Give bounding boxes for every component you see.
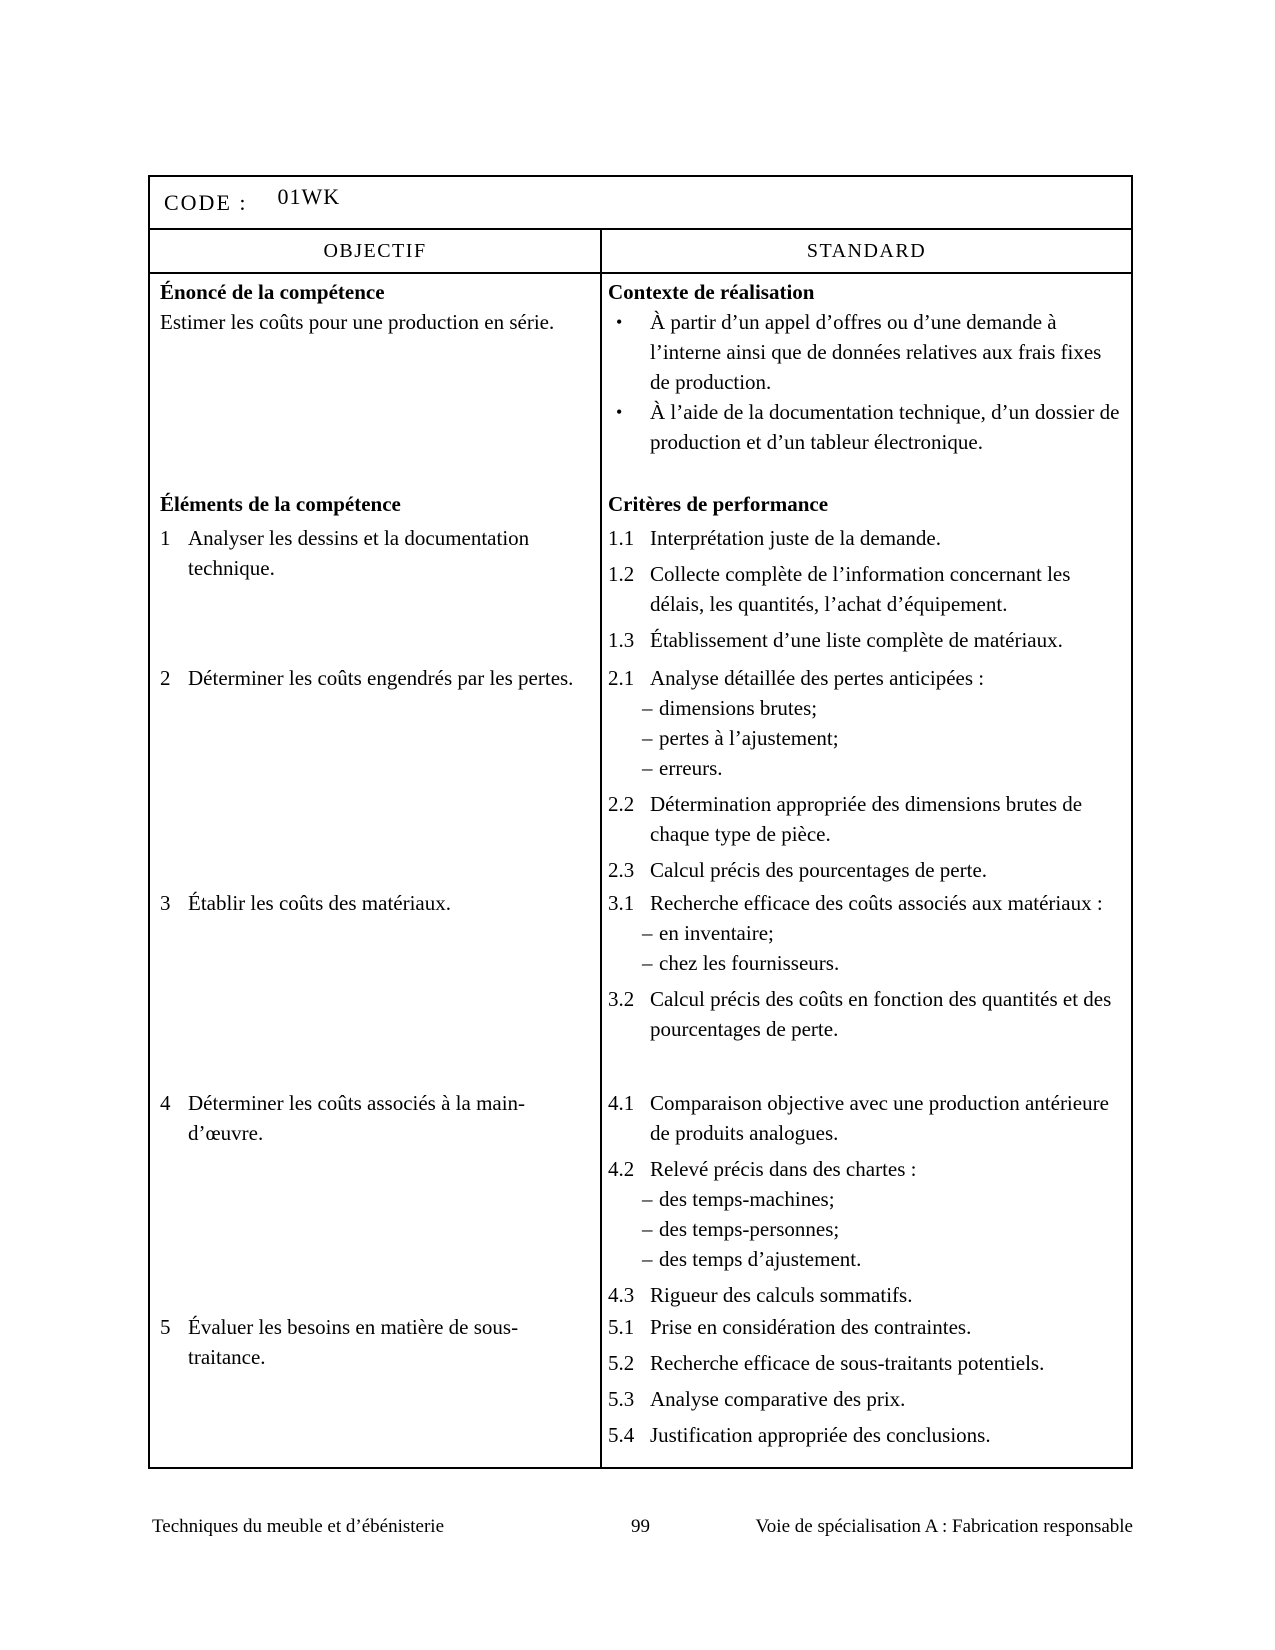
footer-section-title: Voie de spécialisation A : Fabrication responsable	[755, 1516, 1133, 1537]
criterion-number: 1.1	[608, 526, 635, 550]
element-item-5	[160, 1312, 576, 1372]
criterion-text: Interprétation juste de la demande.	[650, 526, 941, 550]
criterion-text: Analyse comparative des prix.	[650, 1387, 906, 1411]
dash-text: des temps-personnes;	[659, 1217, 840, 1241]
criterion-number: 2.1	[608, 666, 635, 690]
contexte-cell	[602, 274, 1131, 486]
code-label: CODE :	[164, 189, 248, 215]
enonce-text: Estimer les coûts pour une production en série.	[160, 310, 555, 334]
element-item-1	[160, 523, 576, 583]
criterion-text: Collecte complète de l’information concernant les délais, les quantités, l’achat d’équipement.	[650, 562, 1071, 616]
criterion-number: 2.3	[608, 858, 635, 882]
column-headers-row	[150, 230, 1131, 274]
dash-marker: –	[642, 1247, 653, 1271]
dash-item	[642, 1184, 1125, 1214]
criteres-heading-cell	[602, 486, 1131, 520]
page-footer	[148, 1516, 1133, 1546]
criterion-1-3	[608, 625, 1125, 655]
intro-row	[150, 274, 1131, 486]
criterion-text: Établissement d’une liste complète de matériaux.	[650, 628, 1063, 652]
dash-text: chez les fournisseurs.	[659, 951, 840, 975]
contexte-bullet-text: À l’aide de la documentation technique, d’un dossier de production et d’un tableur électronique.	[650, 400, 1120, 454]
contexte-bullet-text: À partir d’un appel d’offres ou d’une demande à l’interne ainsi que de données relatives aux frais fixes de production.	[650, 310, 1102, 394]
criterion-number: 5.3	[608, 1387, 635, 1411]
criterion-text: Comparaison objective avec une production antérieure de produits analogues.	[650, 1091, 1109, 1145]
criterion-number: 3.1	[608, 891, 635, 915]
dash-marker: –	[642, 696, 653, 720]
dash-item	[642, 1214, 1125, 1244]
element-item-3	[160, 888, 576, 918]
criterion-number: 5.1	[608, 1315, 635, 1339]
criterion-number: 4.2	[608, 1157, 635, 1181]
element-item-2	[160, 663, 576, 693]
criteria-cell-4	[602, 1085, 1131, 1309]
section-row-4	[150, 1085, 1131, 1309]
criterion-text: Calcul précis des pourcentages de perte.	[650, 858, 988, 882]
criterion-text: Calcul précis des coûts en fonction des quantités et des pourcentages de perte.	[650, 987, 1112, 1041]
criterion-number: 4.3	[608, 1283, 635, 1307]
dash-marker: –	[642, 1187, 653, 1211]
criterion-number: 3.2	[608, 987, 635, 1011]
dash-item	[642, 723, 1125, 753]
contexte-bullet-2	[608, 397, 1125, 457]
criteria-cell-1	[602, 520, 1131, 660]
dash-text: des temps d’ajustement.	[659, 1247, 862, 1271]
dash-item	[642, 693, 1125, 723]
dash-marker: –	[642, 921, 653, 945]
criteria-cell-2	[602, 660, 1131, 885]
dash-marker: –	[642, 951, 653, 975]
criterion-2-3	[608, 855, 1125, 885]
footer-program-title: Techniques du meuble et d’ébénisterie	[152, 1516, 445, 1537]
dash-marker: –	[642, 756, 653, 780]
criterion-number: 5.4	[608, 1423, 635, 1447]
objectif-column-header: OBJECTIF	[150, 230, 602, 272]
section-row-2	[150, 660, 1131, 885]
element-cell-1	[150, 520, 602, 660]
criterion-4-3	[608, 1280, 1125, 1310]
contexte-bullet-1	[608, 307, 1125, 397]
bullet-icon: •	[616, 402, 623, 422]
element-cell-2	[150, 660, 602, 885]
criterion-1-1	[608, 523, 1125, 553]
criterion-text: Analyse détaillée des pertes anticipées :	[650, 666, 985, 690]
subheadings-row	[150, 486, 1131, 520]
element-number: 4	[160, 1091, 171, 1115]
dash-text: pertes à l’ajustement;	[659, 726, 839, 750]
criterion-5-1	[608, 1312, 1125, 1342]
criterion-4-2	[608, 1154, 1125, 1274]
section-row-1	[150, 520, 1131, 660]
criterion-5-2	[608, 1348, 1125, 1378]
dash-marker: –	[642, 1217, 653, 1241]
element-number: 3	[160, 891, 171, 915]
element-text: Déterminer les coûts engendrés par les pertes.	[188, 666, 574, 690]
criterion-number: 2.2	[608, 792, 635, 816]
criterion-number: 5.2	[608, 1351, 635, 1375]
dash-item	[642, 918, 1125, 948]
criterion-text: Justification appropriée des conclusions.	[650, 1423, 991, 1447]
code-row	[150, 177, 1131, 230]
criterion-5-3	[608, 1384, 1125, 1414]
element-number: 1	[160, 526, 171, 550]
element-text: Établir les coûts des matériaux.	[188, 891, 452, 915]
element-item-4	[160, 1088, 576, 1148]
element-cell-4	[150, 1085, 602, 1309]
criterion-text: Relevé précis dans des chartes :	[650, 1157, 917, 1181]
criterion-3-1	[608, 888, 1125, 978]
elements-heading-cell	[150, 486, 602, 520]
bullet-icon: •	[616, 312, 623, 332]
criterion-number: 1.3	[608, 628, 635, 652]
criterion-text: Recherche efficace de sous-traitants potentiels.	[650, 1351, 1045, 1375]
dash-item	[642, 753, 1125, 783]
criteria-cell-5	[602, 1309, 1131, 1467]
dash-text: des temps-machines;	[659, 1187, 835, 1211]
contexte-heading: Contexte de réalisation	[608, 280, 815, 304]
elements-heading: Éléments de la compétence	[160, 492, 401, 516]
element-number: 5	[160, 1315, 171, 1339]
dash-marker: –	[642, 726, 653, 750]
enonce-heading: Énoncé de la compétence	[160, 280, 385, 304]
criterion-number: 4.1	[608, 1091, 635, 1115]
section-row-3	[150, 885, 1131, 1085]
element-number: 2	[160, 666, 171, 690]
criterion-4-1	[608, 1088, 1125, 1148]
criterion-text: Détermination appropriée des dimensions brutes de chaque type de pièce.	[650, 792, 1083, 846]
footer-page-number: 99	[631, 1516, 650, 1537]
dash-list	[608, 693, 1125, 783]
criterion-text: Recherche efficace des coûts associés aux matériaux :	[650, 891, 1103, 915]
criterion-text: Rigueur des calculs sommatifs.	[650, 1283, 913, 1307]
element-cell-5	[150, 1309, 602, 1467]
dash-item	[642, 1244, 1125, 1274]
dash-item	[642, 948, 1125, 978]
dash-list	[608, 1184, 1125, 1274]
enonce-cell	[150, 274, 602, 486]
dash-text: dimensions brutes;	[659, 696, 818, 720]
element-text: Déterminer les coûts associés à la main-d’œuvre.	[188, 1091, 526, 1145]
element-text: Évaluer les besoins en matière de sous-traitance.	[188, 1315, 519, 1369]
criterion-number: 1.2	[608, 562, 635, 586]
criteres-heading: Critères de performance	[608, 492, 829, 516]
criterion-2-2	[608, 789, 1125, 849]
dash-text: erreurs.	[659, 756, 723, 780]
criterion-5-4	[608, 1420, 1125, 1450]
dash-list	[608, 918, 1125, 978]
dash-text: en inventaire;	[659, 921, 774, 945]
standard-column-header: STANDARD	[806, 239, 927, 262]
criterion-text: Prise en considération des contraintes.	[650, 1315, 972, 1339]
criterion-1-2	[608, 559, 1125, 619]
criteria-cell-3	[602, 885, 1131, 1085]
element-text: Analyser les dessins et la documentation technique.	[188, 526, 530, 580]
code-value: 01WK	[277, 183, 341, 209]
criterion-3-2	[608, 984, 1125, 1044]
element-cell-3	[150, 885, 602, 1085]
criterion-2-1	[608, 663, 1125, 783]
section-row-5	[150, 1309, 1131, 1467]
competency-table	[148, 175, 1133, 1469]
